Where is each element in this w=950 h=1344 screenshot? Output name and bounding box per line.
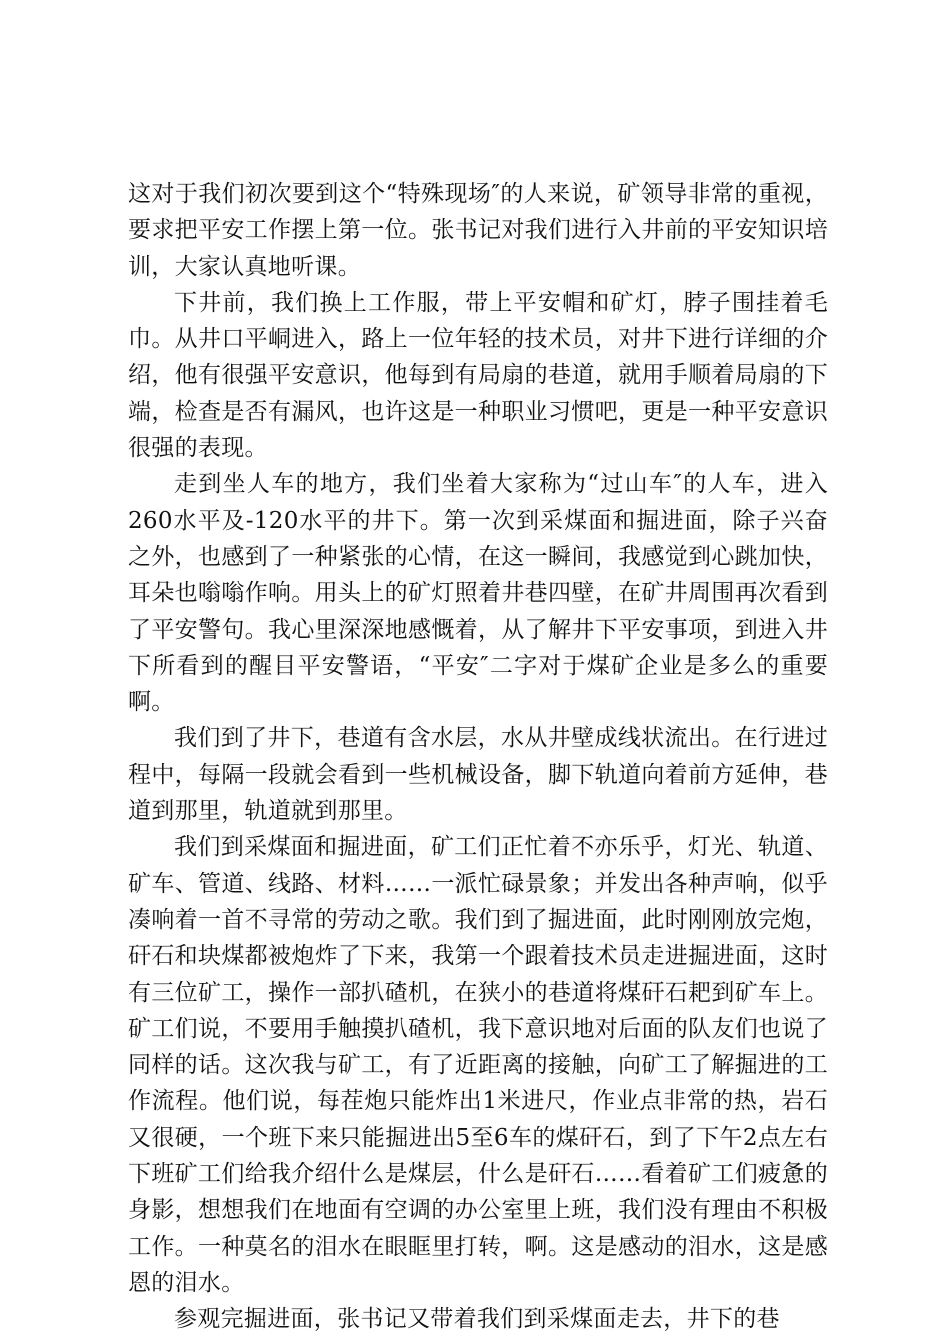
paragraph-3: 走到坐人车的地方，我们坐着大家称为“过山车″的人车，进入260水平及-120水平的井下。第一次到采煤面和掘进面，除子兴奋之外，也感到了一种紧张的心情，在这一瞬间，我感觉到心跳加快，耳朵也嗡嗡作响。用头上的矿灯照着井巷四壁，在矿井周围再次看到了平安警句。我心里深深地感慨着，从了解井下平安事项，到进入井下所看到的醒目平安警语，“平安″二字对于煤矿企业是多么的重要啊。 bbox=[128, 471, 828, 716]
paragraph-5: 我们到采煤面和掘进面，矿工们正忙着不亦乐乎，灯光、轨道、矿车、管道、线路、材料……一派忙碌景象；并发出各种声响，似乎凑响着一首不寻常的劳动之歌。我们到了掘进面，此时刚刚放完炮，矸石和块煤都被炮炸了下来，我第一个跟着技术员走进掘进面，这时有三位矿工，操作一部扒碴机，在狭小的巷道将煤矸石耙到矿车上。矿工们说，不要用手触摸扒碴机，我下意识地对后面的队友们也说了同样的话。这次我与矿工，有了近距离的接触，向矿工了解掘进的工作流程。他们说，每茬炮只能炸出1米进尺，作业点非常的热，岩石又很硬，一个班下来只能掘进出5至6车的煤矸石，到了下午2点左右下班矿工们给我介绍什么是煤层，什么是矸石……看着矿工们疲惫的身影，想想我们在地面有空调的办公室里上班，我们没有理由不积极工作。一种莫名的泪水在眼眶里打转，啊。这是感动的泪水，这是感恩的泪水。 bbox=[128, 834, 828, 1296]
paragraph-2: 下井前，我们换上工作服，带上平安帽和矿灯，脖子围挂着毛巾。从井口平峒进入，路上一位年轻的技术员，对井下进行详细的介绍，他有很强平安意识，他每到有局扇的巷道，就用手顺着局扇的下端，检查是否有漏风，也许这是一种职业习惯吧，更是一种平安意识很强的表现。 bbox=[128, 289, 828, 462]
paragraph-6: 参观完掘进面，张书记又带着我们到采煤面走去，井下的巷 bbox=[174, 1306, 780, 1333]
paragraph-1: 这对于我们初次要到这个“特殊现场″的人来说，矿领导非常的重视，要求把平安工作摆上第一位。张书记对我们进行入井前的平安知识培训，大家认真地听课。 bbox=[128, 181, 828, 280]
paragraph-4: 我们到了井下，巷道有含水层，水从井壁成线状流出。在行进过程中，每隔一段就会看到一些机械设备，脚下轨道向着前方延伸，巷道到那里，轨道就到那里。 bbox=[128, 725, 828, 825]
body-text bbox=[128, 176, 828, 1338]
